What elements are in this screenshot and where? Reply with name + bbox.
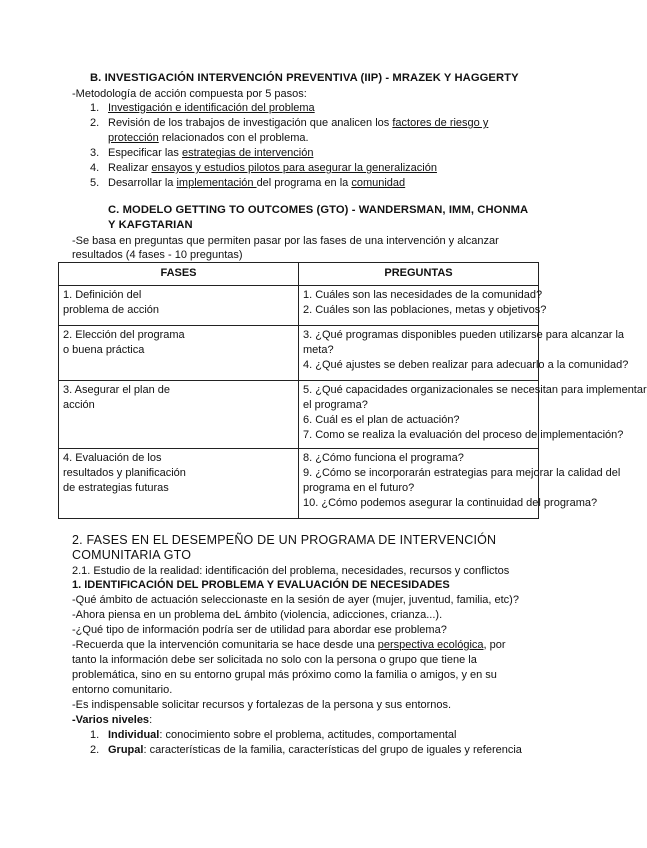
step-1-number: 1.	[90, 102, 100, 114]
recuerda-line-2: tanto la información debe ser solicitada no solo con la persona o grupo que tiene la	[72, 654, 477, 666]
table-header-row	[59, 263, 539, 286]
step-2-text-underlined-2: protección	[108, 132, 159, 144]
step-1-text: Investigación e identificación del problema	[108, 102, 315, 114]
fase-text: problema de acción	[63, 304, 160, 316]
step-2-number: 2.	[90, 117, 100, 129]
fase-text: de estrategias futuras	[63, 482, 169, 494]
phases-table	[58, 262, 647, 519]
header-preguntas: PREGUNTAS	[299, 263, 539, 286]
pregunta-text: 3. ¿Qué programas disponibles pueden utilizarse para alcanzar la	[303, 329, 625, 341]
recuerda-line-1	[72, 639, 506, 651]
step-5-text-underlined-2: comunidad	[351, 177, 406, 189]
recuerda-line-3: problemática, sino en su entorno grupal más próximo como la familia o amigos, y en su	[72, 669, 497, 681]
pregunta-text: 5. ¿Qué capacidades organizacionales se necesitan para implementar	[303, 384, 647, 396]
table-row	[59, 449, 539, 519]
section-2-title-line-2: COMUNITARIA GTO	[72, 548, 192, 562]
recuerda-text-underlined: perspectiva ecológica	[377, 639, 484, 651]
table-row	[59, 286, 539, 326]
nivel-2-text: : características de la familia, características del grupo de iguales y referencia	[143, 744, 522, 756]
nivel-1-number: 1.	[90, 729, 100, 741]
section-c-intro-line-1: -Se basa en preguntas que permiten pasar por las fases de una intervención y alcanzar	[72, 235, 499, 247]
recuerda-line-4: entorno comunitario.	[72, 684, 173, 696]
step-3	[108, 147, 313, 159]
nivel-1-name: Individual	[108, 729, 160, 741]
section-2-heading: 1. IDENTIFICACIÓN DEL PROBLEMA Y EVALUACIÓN DE NECESIDADES	[72, 579, 450, 591]
step-4-number: 4.	[90, 162, 100, 174]
step-1	[108, 102, 315, 114]
question-line: -¿Qué tipo de información podría ser de utilidad para abordar ese problema?	[72, 624, 447, 636]
fase-cell	[59, 381, 299, 449]
step-2-text-a: Revisión de los trabajos de investigación que analicen los	[108, 117, 393, 129]
section-2-subtitle: 2.1. Estudio de la realidad: identificación del problema, necesidades, recursos y conflictos	[72, 565, 510, 577]
step-3-text-a: Especificar las	[108, 147, 182, 159]
section-c-title-line-1: C. MODELO GETTING TO OUTCOMES (GTO) - WANDERSMAN, IMM, CHONMA	[108, 204, 529, 216]
step-4-text-a: Realizar	[108, 162, 152, 174]
niveles-prefix: -	[72, 714, 76, 726]
preguntas-cell	[299, 381, 647, 449]
step-5	[108, 177, 405, 189]
section-c-title-line-2: Y KAFGTARIAN	[108, 219, 193, 231]
section-b-title: B. INVESTIGACIÓN INTERVENCIÓN PREVENTIVA (IIP) - MRAZEK Y HAGGERTY	[90, 72, 519, 84]
section-c-intro-line-2: resultados (4 fases - 10 preguntas)	[72, 249, 243, 261]
fase-text: 1. Definición del	[63, 289, 142, 301]
step-2-line-1	[108, 117, 488, 129]
pregunta-text: 9. ¿Cómo se incorporarán estrategias para mejorar la calidad del	[303, 467, 621, 479]
step-2-text-b: relacionados con el problema.	[158, 132, 309, 144]
niveles-label	[72, 714, 152, 726]
fase-cell	[59, 449, 299, 519]
nivel-1-text: : conocimiento sobre el problema, actitudes, comportamental	[159, 729, 457, 741]
fase-text: resultados y planificación	[63, 467, 186, 479]
indispensable-line: -Es indispensable solicitar recursos y fortalezas de la persona y sus entornos.	[72, 699, 452, 711]
nivel-2	[108, 744, 522, 756]
nivel-2-name: Grupal	[108, 744, 144, 756]
step-2-text-underlined: factores de riesgo y	[392, 117, 489, 129]
step-4-text-underlined: ensayos y estudios pilotos para asegurar la generalización	[151, 162, 437, 174]
step-2-line-2	[108, 132, 309, 144]
pregunta-text: meta?	[303, 344, 334, 356]
section-b-intro: -Metodología de acción compuesta por 5 pasos:	[72, 88, 307, 100]
table-row	[59, 326, 539, 381]
niveles-suffix: :	[149, 714, 153, 726]
preguntas-cell	[299, 326, 629, 381]
fase-text: acción	[63, 399, 95, 411]
section-2-title-line-1: 2. FASES EN EL DESEMPEÑO DE UN PROGRAMA DE INTERVENCIÓN	[72, 533, 497, 547]
niveles-text: Varios niveles	[75, 714, 150, 726]
table-row	[59, 381, 539, 449]
pregunta-text: 1. Cuáles son las necesidades de la comunidad?	[303, 289, 543, 301]
pregunta-text: 10. ¿Cómo podemos asegurar la continuidad del programa?	[303, 497, 598, 509]
question-line: -Ahora piensa en un problema deL ámbito (violencia, adicciones, crianza...).	[72, 609, 443, 621]
preguntas-cell	[299, 449, 621, 519]
header-fases: FASES	[59, 263, 299, 286]
pregunta-text: 6. Cuál es el plan de actuación?	[303, 414, 460, 426]
question-line: -Qué ámbito de actuación seleccionaste en la sesión de ayer (mujer, juventud, familia, etc)?	[72, 594, 519, 606]
pregunta-text: 8. ¿Cómo funciona el programa?	[303, 452, 464, 464]
fase-cell	[59, 286, 299, 326]
fase-text: 4. Evaluación de los	[63, 452, 162, 464]
step-5-number: 5.	[90, 177, 100, 189]
pregunta-text: programa en el futuro?	[303, 482, 415, 494]
step-4	[108, 162, 437, 174]
fase-text: o buena práctica	[63, 344, 145, 356]
step-3-number: 3.	[90, 147, 100, 159]
step-3-text-underlined: estrategias de intervención	[181, 147, 314, 159]
fase-text: 3. Asegurar el plan de	[63, 384, 171, 396]
nivel-1	[108, 729, 457, 741]
pregunta-text: 2. Cuáles son las poblaciones, metas y objetivos?	[303, 304, 547, 316]
fase-text: 2. Elección del programa	[63, 329, 185, 341]
pregunta-text: 7. Como se realiza la evaluación del proceso de implementación?	[303, 429, 624, 441]
preguntas-cell	[299, 286, 547, 326]
pregunta-text: 4. ¿Qué ajustes se deben realizar para adecuarlo a la comunidad?	[303, 359, 629, 371]
recuerda-text-b: , por	[483, 639, 506, 651]
step-5-text-underlined: implementación	[176, 177, 257, 189]
recuerda-text-a: -Recuerda que la intervención comunitaria se hace desde una	[72, 639, 378, 651]
nivel-2-number: 2.	[90, 744, 100, 756]
pregunta-text: el programa?	[303, 399, 368, 411]
step-5-text-b: del programa en la	[256, 177, 352, 189]
fase-cell	[59, 326, 299, 381]
step-5-text-a: Desarrollar la	[108, 177, 177, 189]
